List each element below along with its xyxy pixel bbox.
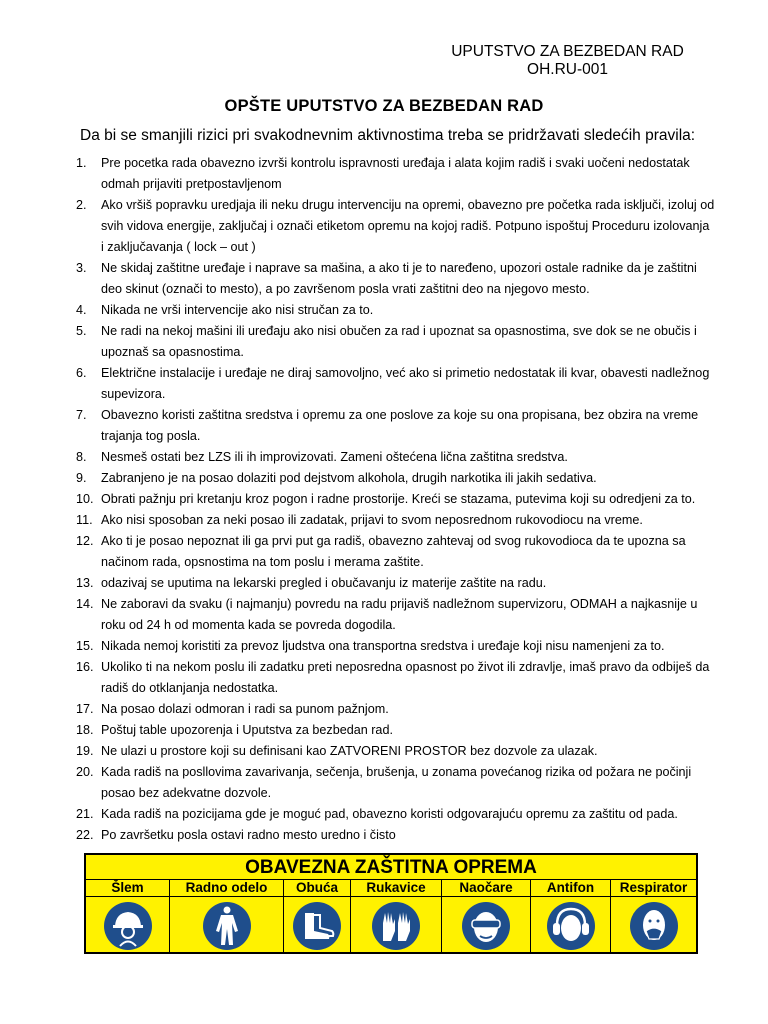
rule-text: trajanja tog posla. <box>101 429 201 443</box>
ppe-label: Respirator <box>611 880 696 897</box>
ppe-cell-suit <box>170 880 284 953</box>
rule-text: Pre pocetka rada obavezno izvrši kontrolu ispravnosti uređaja i alata kojim radiš i svaki uočeni nedostatak <box>101 156 690 170</box>
ppe-label: Naočare <box>442 880 530 897</box>
rule-item <box>70 636 715 657</box>
rule-number: 19. <box>76 744 94 758</box>
rule-number: 3. <box>76 261 87 275</box>
rule-text: svih vidova energije, zaključaj i označi etiketom opremu na kojoj radiš. Potpuno ispoštuj Proceduru izolovanja <box>101 219 710 233</box>
rule-text: Kada radiš na pozicijama gde je moguć pad, obavezno koristi odgovarajuću opremu za zaštitu od pada. <box>101 807 678 821</box>
rule-item <box>70 510 715 531</box>
rule-text: upoznaš sa opasnostima. <box>101 345 244 359</box>
page-title: OPŠTE UPUTSTVO ZA BEZBEDAN RAD <box>224 97 544 115</box>
rule-item <box>70 405 715 447</box>
rule-item <box>70 720 715 741</box>
rule-text: odmah prijaviti pretpostavljenom <box>101 177 282 191</box>
rules-list <box>70 153 715 846</box>
document-code-header <box>440 43 695 79</box>
header-title: UPUTSTVO ZA BEZBEDAN RAD <box>451 43 684 60</box>
rule-item <box>70 804 715 825</box>
rule-item <box>70 468 715 489</box>
gloves-icon <box>371 901 421 951</box>
rule-text: Ukoliko ti na nekom poslu ili zadatku preti neposredna opasnost po život ili zdravlje, imaš pravo da odbiješ da <box>101 660 710 674</box>
rule-text: posao bez adekvatne dozvole. <box>101 786 272 800</box>
rule-text: odazivaj se uputima na lekarski pregled i obučavanju iz materije zaštite na radu. <box>101 576 547 590</box>
rule-text: radiš do otklanjanja nedostatka. <box>101 681 279 695</box>
ear-protection-icon <box>546 901 596 951</box>
rule-number: 18. <box>76 723 94 737</box>
ppe-label: Šlem <box>86 880 169 897</box>
rule-number: 15. <box>76 639 94 653</box>
rule-number: 4. <box>76 303 87 317</box>
rule-item <box>70 594 715 636</box>
ppe-label: Antifon <box>531 880 610 897</box>
rule-text: supevizora. <box>101 387 166 401</box>
rule-text: Ako ti je posao nepoznat ili ga prvi put ga radiš, obavezno zahtevaj od svog rukovodioca da te upozna sa <box>101 534 686 548</box>
rule-text: Ne radi na nekoj mašini ili uređaju ako nisi obučen za rad i upoznat sa opasnostima, sve dok se ne obučis i <box>101 324 697 338</box>
ppe-row <box>86 879 696 953</box>
hard-hat-icon <box>103 901 153 951</box>
rule-item <box>70 153 715 195</box>
rule-item <box>70 363 715 405</box>
rule-text: Ne skidaj zaštitne uređaje i naprave sa mašina, a ako ti je to naređeno, upozori ostale radnike da je zaštitni <box>101 261 697 275</box>
rule-number: 13. <box>76 576 94 590</box>
rule-text: i zaključavanja ( lock – out ) <box>101 240 256 254</box>
rule-text: Obavezno koristi zaštitna sredstva i opremu za one poslove za koje su ona propisana, bez obzira na vreme <box>101 408 699 422</box>
ppe-cell-helmet <box>86 880 170 953</box>
rule-text: Na posao dolazi odmoran i radi sa punom pažnjom. <box>101 702 389 716</box>
rule-text: Poštuj table upozorenja i Uputstva za bezbedan rad. <box>101 723 393 737</box>
rule-number: 7. <box>76 408 87 422</box>
rule-number: 9. <box>76 471 87 485</box>
rule-item <box>70 699 715 720</box>
rule-text: Obrati pažnju pri kretanju kroz pogon i radne prostorije. Kreći se stazama, putevima koji su odredjeni za to. <box>101 492 696 506</box>
rule-number: 14. <box>76 597 94 611</box>
ppe-cell-respirator <box>611 880 696 953</box>
safety-boots-icon <box>292 901 342 951</box>
rule-text: Ne zaboravi da svaku (i najmanju) povredu na radu prijaviš nadležnom supervizoru, ODMAH a najkasnije u <box>101 597 698 611</box>
rule-number: 16. <box>76 660 94 674</box>
rule-text: Električne instalacije i uređaje ne diraj samovoljno, već ako si primetio nedostatak ili kvar, obavesti nadležnog <box>101 366 710 380</box>
ppe-title: OBAVEZNA ZAŠTITNA OPREMA <box>245 857 537 878</box>
rule-number: 20. <box>76 765 94 779</box>
rule-text: Nesmeš ostati bez LZS ili ih improvizovati. Zameni oštećena lična zaštitna sredstva. <box>101 450 568 464</box>
rule-number: 12. <box>76 534 94 548</box>
rule-number: 21. <box>76 807 94 821</box>
rule-number: 5. <box>76 324 87 338</box>
ppe-cell-goggles <box>442 880 531 953</box>
rule-text: Kada radiš na posllovima zavarivanja, sečenja, brušenja, u zonama povećanog rizika od požara ne počinji <box>101 765 692 779</box>
rule-text: Nikada ne vrši intervencije ako nisi stručan za to. <box>101 303 374 317</box>
rule-number: 2. <box>76 198 87 212</box>
intro-text: Da bi se smanjili rizici pri svakodnevnim aktivnostima treba se pridržavati sledećih pravila: <box>80 127 696 144</box>
work-suit-icon <box>202 901 252 951</box>
header-code: OH.RU-001 <box>527 61 608 78</box>
rule-number: 6. <box>76 366 87 380</box>
rule-text: Po završetku posla ostavi radno mesto uredno i čisto <box>101 828 396 842</box>
ppe-cell-boots <box>284 880 351 953</box>
rule-item <box>70 762 715 804</box>
rule-number: 11. <box>76 513 93 527</box>
rule-text: Nikada nemoj koristiti za prevoz ljudstva ona transportna sredstva i uređaje koji nisu namenjeni za to. <box>101 639 665 653</box>
rule-text: Ne ulazi u prostore koji su definisani kao ZATVORENI PROSTOR bez dozvole za ulazak. <box>101 744 598 758</box>
rule-item <box>70 300 715 321</box>
rule-text: Zabranjeno je na posao dolaziti pod dejstvom alkohola, drugih narkotika ili jakih sedativa. <box>101 471 597 485</box>
rule-item <box>70 258 715 300</box>
rule-item <box>70 741 715 762</box>
rule-item <box>70 531 715 573</box>
rule-text: deo skinut (označi to mesto), a po završenom posla vrati zaštitni deo na njegovo mesto. <box>101 282 590 296</box>
ppe-label: Obuća <box>284 880 350 897</box>
rule-text: Ako vršiš popravku uredjaja ili neku drugu intervenciju na opremi, obavezno pre početka rada isključi, izoluj od <box>101 198 715 212</box>
rule-item <box>70 195 715 258</box>
rule-item <box>70 657 715 699</box>
rule-number: 17. <box>76 702 94 716</box>
rule-item <box>70 447 715 468</box>
ppe-label: Radno odelo <box>170 880 283 897</box>
rule-item <box>70 489 715 510</box>
ppe-label: Rukavice <box>351 880 441 897</box>
rule-item <box>70 573 715 594</box>
goggles-icon <box>461 901 511 951</box>
rule-item <box>70 825 715 846</box>
rule-number: 22. <box>76 828 94 842</box>
rule-text: Ako nisi sposoban za neki posao ili zadatak, prijavi to svom neposrednom rukovodiocu na vreme. <box>101 513 643 527</box>
rule-item <box>70 321 715 363</box>
ppe-table <box>84 853 698 954</box>
ppe-cell-ear-protection <box>531 880 611 953</box>
rule-number: 8. <box>76 450 87 464</box>
rule-text: načinom rada, opsnostima na tom poslu i merama zaštite. <box>101 555 424 569</box>
respirator-icon <box>629 901 679 951</box>
rule-text: roku od 24 h od momenta kada se povreda dogodila. <box>101 618 396 632</box>
ppe-cell-gloves <box>351 880 442 953</box>
rule-number: 10. <box>76 492 94 506</box>
rule-number: 1. <box>76 156 87 170</box>
